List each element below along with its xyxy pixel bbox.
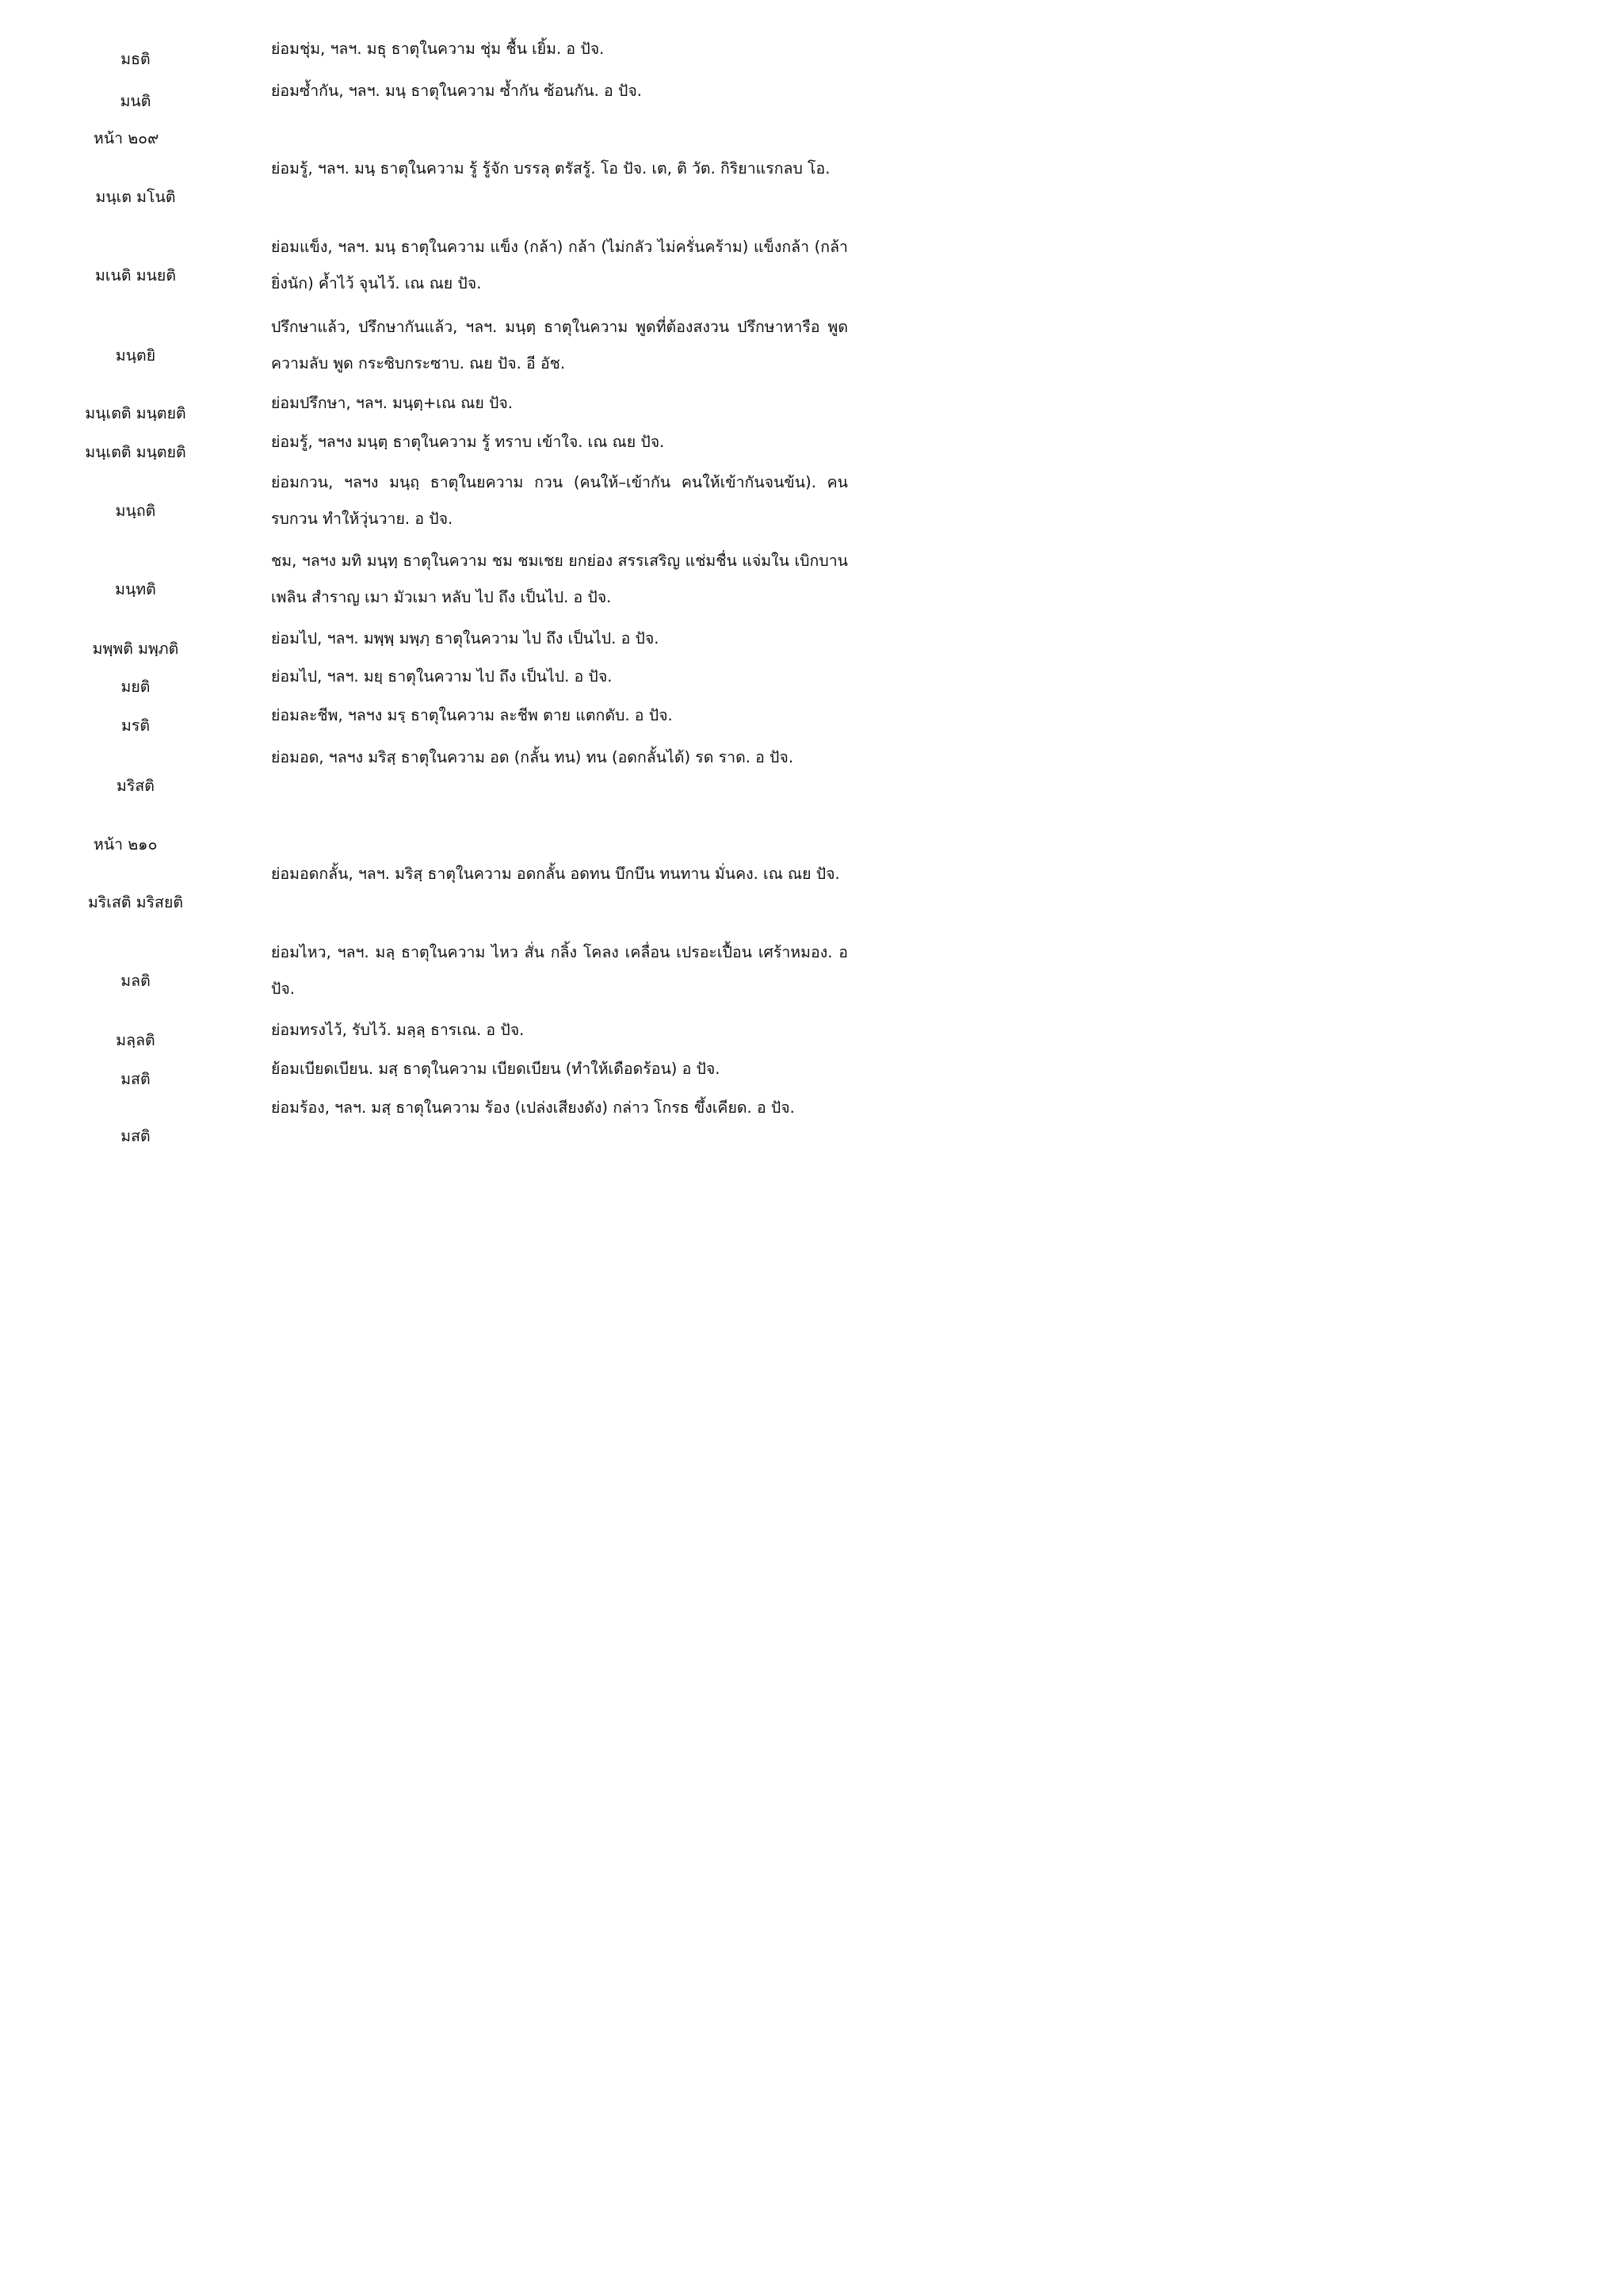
entry-row (0, 667, 888, 697)
entry-definition: ย่อมอดกลั้น, ฯลฯ. มริสฺ ธาตุในความ อดกลั้น อดทน บึกบึน ทนทาน มั่นคง. เณ ณย ปัจ. (271, 865, 840, 883)
entry-definition: ย่อมซ้ำกัน, ฯลฯ. มนฺ ธาตุในความ ซ้ำกัน ซ้อนกัน. อ ปัจ. (271, 82, 642, 100)
entry-definition: ย่อมทรงไว้, รับไว้. มลฺลฺ ธารเณ. อ ปัจ. (271, 1021, 525, 1039)
entry-row (0, 159, 888, 208)
entry-row (0, 318, 888, 372)
entry-term: มนฺถติ (115, 502, 156, 520)
entry-row (0, 82, 888, 112)
entry-definition: ย่อมไหว, ฯลฯ. มลฺ ธาตุในความ ไหว สั่น กลิ้ง โคลง เคลื่อน เปรอะเปื้อน เศร้าหมอง. อ ปัจ. (271, 943, 848, 998)
entry-definition: ย่อมไป, ฯลฯ. มยฺ ธาตุในความ ไป ถึง เป็นไป. อ ปัจ. (271, 667, 613, 686)
entry-row (0, 433, 888, 463)
entry-row (0, 1021, 888, 1051)
entry-row (0, 1098, 888, 1147)
entry-term: มพฺพติ มพฺภติ (92, 640, 179, 658)
entry-definition: ย่อมอด, ฯลฯง มริสฺ ธาตุในความ อด (กลั้น ทน) ทน (อดกลั้นได้) รด ราด. อ ปัจ. (271, 748, 794, 766)
entry-definition: ชม, ฯลฯง มทิ มนฺทฺ ธาตุในความ ชม ชมเชย ยกย่อง สรรเสริญ แช่มชื่น แจ่มใน เบิกบาน เพลิน สำราญ เมา มัวเมา หลับ ไป ถึง เป็นไป. อ ปัจ. (271, 552, 848, 606)
entry-term: มเนติ มนยติ (95, 266, 176, 285)
entry-term: มยติ (120, 678, 151, 696)
entry-row (0, 629, 888, 659)
entry-definition: ย่อมกวน, ฯลฯง มนฺถฺ ธาตุในยความ กวน (คนให้–เข้ากัน คนให้เข้ากันจนข้น). คน รบกวน ทำให้วุ่นวาย. อ ปัจ. (271, 473, 848, 528)
entry-term: มริสติ (116, 777, 155, 795)
entry-term: มลฺลติ (116, 1031, 155, 1049)
page-marker: หน้า ๒๑๐ (94, 835, 158, 854)
entry-term: มนติ (120, 92, 151, 110)
entry-term: มริเสติ มริสยติ (87, 893, 184, 911)
entry-definition: ย่อมแข็ง, ฯลฯ. มนฺ ธาตุในความ แข็ง (กล้า) กล้า (ไม่กลัว ไม่ครั่นคร้าม) แข็งกล้า (กล้ายิ่งนัก) ค้ำไว้ จุนไว้. เณ ณย ปัจ. (271, 238, 848, 292)
entry-definition: ย่อมร้อง, ฯลฯ. มสฺ ธาตุในความ ร้อง (เปล่งเสียงดัง) กล่าว โกรธ ขึ้งเคียด. อ ปัจ. (271, 1098, 795, 1117)
entry-definition: ย้อมเบียดเบียน. มสฺ ธาตุในความ เบียดเบียน (ทำให้เดือดร้อน) อ ปัจ. (271, 1060, 720, 1078)
entry-term: มลติ (120, 972, 151, 990)
entry-definition: ปรึกษาแล้ว, ปรึกษากันแล้ว, ฯลฯ. มนฺตฺ ธาตุในความ พูดที่ต้องสงวน ปรึกษาหารือ พูดความลับ พูด กระซิบกระซาบ. ณย ปัจ. อี อัช. (271, 318, 848, 372)
entry-term: มนฺเต มโนติ (95, 188, 176, 206)
entry-row (0, 1060, 888, 1090)
entry-row (0, 943, 888, 998)
entry-term: มนฺตยิ (115, 346, 156, 365)
entry-term: มสติ (120, 1127, 151, 1145)
entry-row (0, 552, 888, 606)
entry-definition: ย่อมรู้, ฯลฯ. มนฺ ธาตุในความ รู้ รู้จัก บรรลุ ตรัสรู้. โอ ปัจ. เต, ติ วัต. กิริยาแรกลบ โอ. (271, 159, 831, 178)
entry-definition: ย่อมไป, ฯลฯ. มพฺพฺ มพฺภฺ ธาตุในความ ไป ถึง เป็นไป. อ ปัจ. (271, 629, 659, 648)
entry-term: มนฺเตติ มนฺตยติ (85, 404, 186, 422)
entry-term: มนฺทติ (115, 580, 156, 598)
entry-row (0, 238, 888, 292)
entry-term: มนฺเตติ มนฺตยติ (85, 443, 186, 461)
entry-row (0, 40, 888, 70)
document-page (0, 0, 888, 1255)
entry-row (0, 706, 888, 736)
entry-row (0, 865, 888, 913)
entry-definition: ย่อมละชีพ, ฯลฯง มรฺ ธาตุในความ ละชีพ ตาย แตกดับ. อ ปัจ. (271, 706, 673, 724)
entry-term: มรติ (121, 716, 150, 735)
entry-row (0, 748, 888, 797)
entry-term: มสติ (120, 1070, 151, 1088)
entry-row (0, 473, 888, 528)
entry-definition: ย่อมรู้, ฯลฯง มนฺตฺ ธาตุในความ รู้ ทราบ เข้าใจ. เณ ณย ปัจ. (271, 433, 665, 451)
entry-row (0, 394, 888, 424)
entry-term: มธติ (120, 50, 151, 68)
entry-definition: ย่อมชุ่ม, ฯลฯ. มธุ ธาตุในความ ชุ่ม ชื้น เยิ้ม. อ ปัจ. (271, 40, 605, 58)
entry-definition: ย่อมปรึกษา, ฯลฯ. มนฺตฺ+เณ ณย ปัจ. (271, 394, 513, 412)
page-marker: หน้า ๒๐๙ (94, 129, 159, 147)
